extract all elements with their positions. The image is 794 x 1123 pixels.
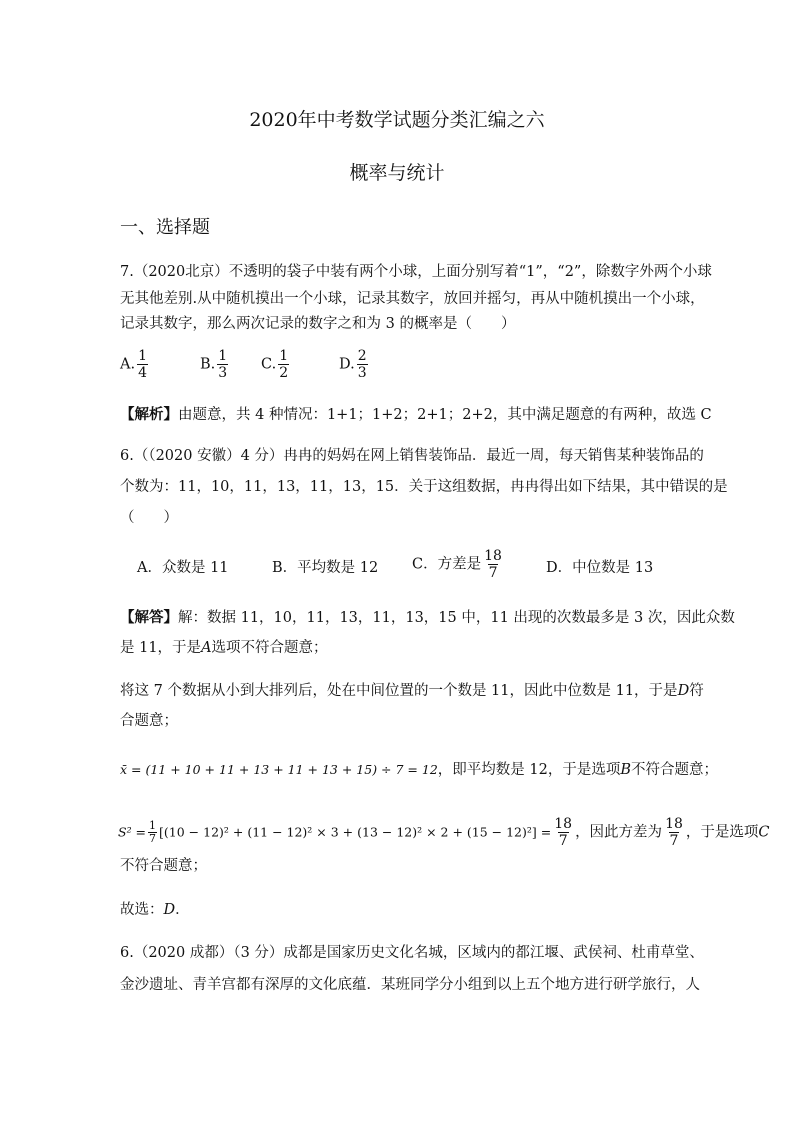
fraction: $\frac{18}{7}$	[554, 816, 573, 849]
q6a-line-1: 6.（（2020 安徽）4 分）冉冉的妈妈在网上销售装饰品．最近一周，每天销售某种装饰品的	[120, 448, 704, 464]
fraction: $\frac{1}{3}$	[218, 348, 228, 381]
variance-formula: [(10 − 12)² + (11 − 12)² × 3 + (13 − 12)² × 2 + (15 − 12)²] =	[159, 824, 552, 840]
mean-formula: x̄ = (11 + 10 + 11 + 13 + 11 + 13 + 15) ÷ 7 = 12	[120, 762, 438, 777]
q7-line-1: 7.（2020北京）不透明的袋子中装有两个小球，上面分别写着“1”，“2”，除数字外两个小球	[120, 264, 712, 280]
q6b-line-2: 金沙遗址、青羊宫都有深厚的文化底蕴．某班同学分小组到以上五个地方进行研学旅行，人	[120, 977, 700, 993]
answer-tag: 【解答】	[120, 610, 178, 626]
fraction: $\frac{18}{7}$	[484, 548, 502, 581]
q6a-line-2: 个数为：11，10，11，13，11，13，15．关于这组数据，冉冉得出如下结果，其中错误的是	[120, 479, 728, 495]
analysis-tag: 【解析】	[120, 407, 178, 423]
q7-option-a: A. $\frac{1}{4}$	[120, 348, 148, 381]
q7-line-3: 记录其数字，那么两次记录的数字之和为 3 的概率是（ ）	[120, 316, 516, 332]
q6a-option-c: C．方差是 $\frac{18}{7}$	[412, 548, 502, 581]
fraction: $\frac{1}{2}$	[279, 348, 289, 381]
q6a-choose: 故选：D．	[120, 902, 190, 918]
q6a-option-d: D．中位数是 13	[546, 560, 654, 576]
q6a-solution-4: 合题意；	[120, 713, 178, 729]
q7-analysis	[120, 405, 712, 425]
document-subtitle: 概率与统计	[349, 162, 445, 184]
q6a-line-3: （ ）	[120, 510, 178, 526]
q6a-solution-6: 不符合题意；	[120, 858, 207, 874]
q6a-option-a: A．众数是 11	[137, 560, 229, 576]
section-heading: 一、选择题	[120, 217, 210, 238]
document-title: 2020年中考数学试题分类汇编之六	[249, 109, 545, 131]
fraction: $\frac{1}{4}$	[138, 348, 148, 381]
q7-line-2: 无其他差别.从中随机摸出一个小球，记录其数字，放回并摇匀，再从中随机摸出一个小球，	[120, 291, 705, 307]
q7-option-b: B. $\frac{1}{3}$	[200, 348, 228, 381]
q6a-variance-line: S² = $\frac{1}{7}$ [(10 − 12)² + (11 − 12)² × 3 + (13 − 12)² × 2 + (15 − 12)²] = $\frac{18}{7}$ ，因此方差为 $\frac{18}{7}$ ，于是选项C	[118, 816, 770, 849]
q6a-option-b: B．平均数是 12	[272, 560, 379, 576]
fraction: $\frac{18}{7}$	[665, 816, 683, 849]
q7-option-d: D. $\frac{2}{3}$	[339, 348, 367, 381]
q6a-solution-1: 【解答】解：数据 11，10，11，13，11，13，15 中，11 出现的次数最多是 3 次，因此众数	[120, 610, 735, 626]
q7-option-c: C. $\frac{1}{2}$	[261, 348, 289, 381]
fraction: $\frac{2}{3}$	[357, 348, 367, 381]
fraction: $\frac{1}{7}$	[149, 819, 157, 845]
q6a-solution-3: 将这 7 个数据从小到大排列后，处在中间位置的一个数是 11，因此中位数是 11，于是D符	[120, 683, 704, 699]
q6a-solution-2: 是 11，于是A选项不符合题意；	[120, 640, 328, 656]
analysis-text: 由题意，共 4 种情况：1+1；1+2；2+1；2+2，其中满足题意的有两种，故选 C	[178, 407, 712, 423]
q6b-line-1: 6.（2020 成都）（3 分）成都是国家历史文化名城，区域内的都江堰、武侯祠、杜甫草堂、	[120, 945, 704, 961]
q6a-mean-line: x̄ = (11 + 10 + 11 + 13 + 11 + 13 + 15) ÷ 7 = 12，即平均数是 12，于是选项B不符合题意；	[120, 762, 719, 778]
